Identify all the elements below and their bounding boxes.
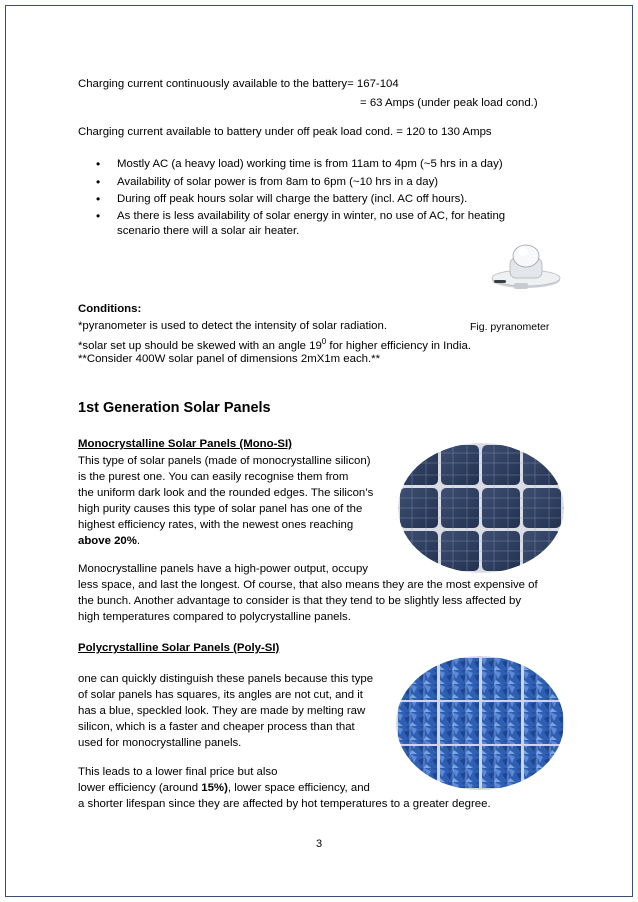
mono-heading: Monocrystalline Solar Panels (Mono-SI) bbox=[78, 438, 292, 450]
charging-line2: = 63 Amps (under peak load cond.) bbox=[360, 97, 538, 109]
pyranometer-image bbox=[484, 236, 564, 300]
poly-line: silicon, which is a faster and cheaper process than that bbox=[78, 721, 355, 733]
mono-line: This type of solar panels (made of monocrystalline silicon) bbox=[78, 455, 371, 467]
list-item: Mostly AC (a heavy load) working time is from 11am to 4pm (~5 hrs in a day) bbox=[117, 158, 503, 170]
list-item: During off peak hours solar will charge the battery (incl. AC off hours). bbox=[117, 193, 468, 205]
poly-line: used for monocrystalline panels. bbox=[78, 737, 242, 749]
conditions-line1: *pyranometer is used to detect the intensity of solar radiation. bbox=[78, 320, 387, 332]
bullet-icon: • bbox=[96, 192, 101, 206]
mono-line: high purity causes this type of solar panel has one of the bbox=[78, 503, 363, 515]
poly-p2-line1: This leads to a lower final price but also bbox=[78, 766, 278, 778]
mono-period: . bbox=[136, 535, 141, 547]
mono-line: the uniform dark look and the rounded edges. The silicon’s bbox=[78, 487, 374, 499]
conditions-heading: Conditions: bbox=[78, 303, 142, 315]
poly-p2-around: around bbox=[162, 782, 202, 794]
poly-p2-line2 bbox=[78, 781, 370, 795]
section-title: 1st Generation Solar Panels bbox=[78, 400, 271, 416]
mono-line: highest efficiency rates, with the newest ones reaching bbox=[78, 519, 354, 531]
monocrystalline-panel-image bbox=[398, 443, 564, 573]
mono-p2-line: less space, and last the longest. Of course, that also means they are the most expensive of bbox=[78, 579, 538, 591]
list-item: Availability of solar power is from 8am to 6pm (~10 hrs in a day) bbox=[117, 176, 439, 188]
poly-p2-line3: a shorter lifespan since they are affected by hot temperatures to a greater degree. bbox=[78, 798, 491, 810]
page-number: 3 bbox=[316, 838, 323, 850]
poly-line: has a blue, speckled look. They are made by melting raw bbox=[78, 705, 366, 717]
bullet-icon: • bbox=[96, 157, 101, 171]
mono-efficiency-bold: above 20% bbox=[78, 535, 137, 547]
conditions-line2-text: *solar set up should be skewed with an angle 19 bbox=[78, 339, 322, 352]
figure-caption: Fig. pyranometer bbox=[470, 321, 550, 333]
list-item: As there is less availability of solar energy in winter, no use of AC, for heating bbox=[117, 210, 506, 222]
mono-line: is the purest one. You can easily recognise them from bbox=[78, 471, 349, 483]
poly-efficiency-bold: 15%) bbox=[201, 782, 228, 794]
polycrystalline-panel-image bbox=[396, 656, 564, 790]
list-item-continuation: scenario there will a solar air heater. bbox=[117, 225, 300, 237]
conditions-line2 bbox=[78, 335, 471, 353]
poly-line: one can quickly distinguish these panels because this type bbox=[78, 673, 374, 685]
charging-line1: Charging current continuously available to the battery= 167-104 bbox=[78, 78, 399, 90]
poly-p2-text: lower efficiency ( bbox=[78, 782, 163, 794]
mono-p2-line: high temperatures compared to polycrystalline panels. bbox=[78, 611, 351, 623]
degree-superscript: 0 bbox=[321, 337, 327, 346]
poly-heading: Polycrystalline Solar Panels (Poly-SI) bbox=[78, 642, 280, 654]
charging-offpeak: Charging current available to battery under off peak load cond. = 120 to 130 Amps bbox=[78, 126, 492, 138]
mono-line-last bbox=[78, 534, 140, 548]
mono-p2-line: Monocrystalline panels have a high-power output, occupy bbox=[78, 563, 368, 575]
conditions-line2-end: for higher efficiency in India. bbox=[326, 339, 472, 352]
mono-p2-line: the bunch. Another advantage to consider is that they tend to be slightly less affected by bbox=[78, 595, 522, 607]
poly-line: of solar panels has squares, its angles are not cut, and it bbox=[78, 689, 363, 701]
bullet-icon: • bbox=[96, 209, 101, 223]
poly-p2-rest: , lower space efficiency, and bbox=[227, 782, 370, 794]
conditions-line3: **Consider 400W solar panel of dimensions 2mX1m each.** bbox=[78, 353, 381, 365]
bullet-icon: • bbox=[96, 175, 101, 189]
